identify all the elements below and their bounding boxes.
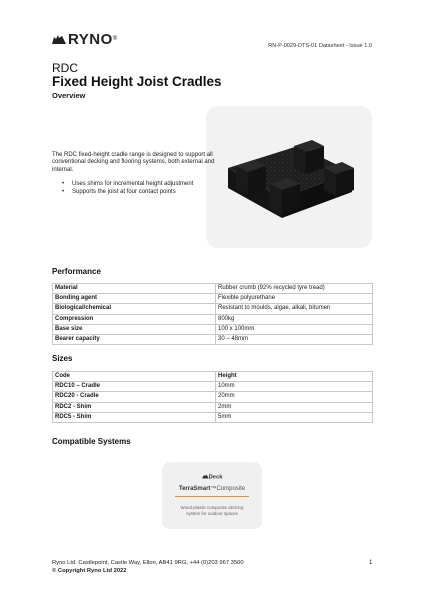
spec-value: 800kg <box>216 314 373 324</box>
table-row <box>53 402 373 412</box>
footer-copyright: © Copyright Ryno Ltd 2022 <box>52 568 127 574</box>
table-row <box>53 284 373 294</box>
rhino-icon <box>202 474 209 479</box>
product-image-card <box>206 106 372 248</box>
table-row <box>53 412 373 422</box>
compatible-system-description: Wood-plastic composite decking system for outdoor spaces <box>180 505 244 516</box>
spec-label: Compression <box>53 314 216 324</box>
product-code: RDC <box>52 61 78 75</box>
spec-value: Rubber crumb (92% recycled tyre tread) <box>216 284 373 294</box>
size-code: RDC10 – Cradle <box>53 382 216 392</box>
spec-value: Resistant to moulds, algae, alkali, bitumen <box>216 304 373 314</box>
intro-paragraph: The RDC fixed-height cradle range is designed to support all conventional decking and flooring systems, both external and internal. <box>52 152 215 173</box>
page-title: Fixed Height Joist Cradles <box>52 74 222 89</box>
size-height: 5mm <box>216 412 373 422</box>
compatible-system-name <box>162 486 262 492</box>
system-trademark: ™ <box>210 486 217 492</box>
feature-list <box>52 181 222 198</box>
spec-label: Bonding agent <box>53 294 216 304</box>
size-code: RDC20 - Cradle <box>53 392 216 402</box>
table-row <box>53 334 373 344</box>
table-row <box>53 304 373 314</box>
document-reference: RN-P-0029-DTS-01 Datasheet - Issue 1.0 <box>268 43 372 49</box>
size-height: 10mm <box>216 382 373 392</box>
deck-brand-name: Deck <box>208 474 223 481</box>
sizes-table <box>52 371 373 423</box>
column-header-code: Code <box>53 372 216 382</box>
system-name-rest: Composite <box>216 486 246 492</box>
overview-heading: Overview <box>52 91 86 100</box>
spec-label: Material <box>53 284 216 294</box>
system-name-bold: TerraSmart <box>178 486 211 492</box>
spec-label: Base size <box>53 324 216 334</box>
table-row <box>53 382 373 392</box>
spec-value: Flexible polyurethane <box>216 294 373 304</box>
spec-value: 100 x 100mm <box>216 324 373 334</box>
table-row <box>53 324 373 334</box>
ryno-logo <box>52 30 117 48</box>
table-row <box>53 314 373 324</box>
brand-name: RYNO <box>68 30 113 48</box>
cradle-product-image <box>206 106 372 248</box>
feature-item: • Uses shims for incremental height adjustment <box>52 181 222 188</box>
size-height: 20mm <box>216 392 373 402</box>
performance-heading: Performance <box>52 267 101 276</box>
trademark-symbol: ® <box>112 36 118 42</box>
size-height: 2mm <box>216 402 373 412</box>
size-code: RDC2 - Shim <box>53 402 216 412</box>
performance-table <box>52 283 373 345</box>
column-header-height: Height <box>216 372 373 382</box>
rhino-icon <box>52 34 66 45</box>
deck-brand-logo <box>162 474 262 481</box>
table-row <box>53 392 373 402</box>
sizes-heading: Sizes <box>52 354 73 363</box>
size-code: RDC5 - Shim <box>53 412 216 422</box>
accent-divider <box>175 496 249 497</box>
footer-address: Ryno Ltd. Castlepoint, Castle Way, Ellon, AB41 9RG, +44 (0)203 967 3500 <box>52 560 244 566</box>
spec-label: Bearer capacity <box>53 334 216 344</box>
table-header-row <box>53 372 373 382</box>
spec-value: 30 – 48mm <box>216 334 373 344</box>
feature-item: • Supports the joist at four contact points <box>52 189 222 196</box>
compatible-systems-heading: Compatible Systems <box>52 437 131 446</box>
compatible-system-card[interactable] <box>162 462 262 529</box>
table-row <box>53 294 373 304</box>
page-number: 1 <box>369 560 373 566</box>
spec-label: Biological/chemical <box>53 304 216 314</box>
